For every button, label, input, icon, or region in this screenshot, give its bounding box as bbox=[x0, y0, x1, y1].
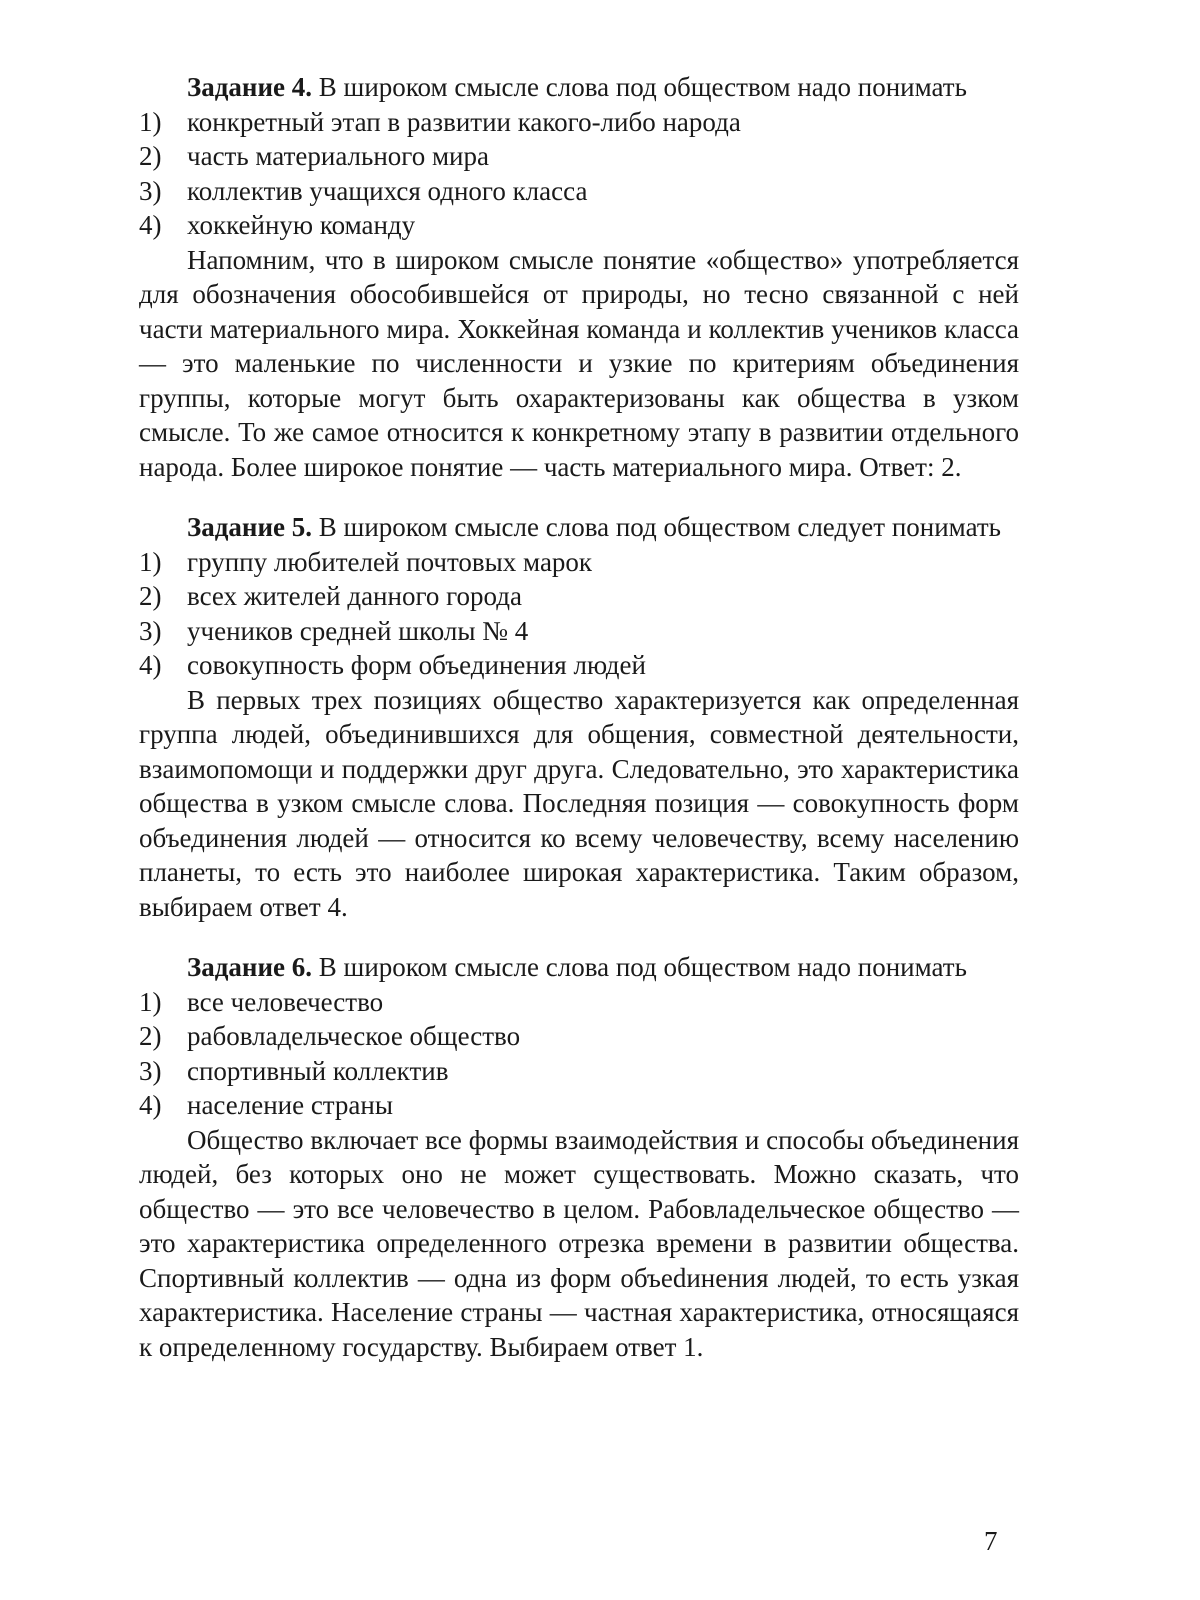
option-text: совокупность форм объединения людей bbox=[187, 650, 646, 680]
answer-option bbox=[139, 1019, 1019, 1054]
option-text: всех жителей данного города bbox=[187, 581, 522, 611]
answer-option bbox=[139, 1088, 1019, 1123]
answer-option bbox=[139, 614, 1019, 649]
option-number: 3) bbox=[139, 615, 162, 646]
option-text: спортивный коллектив bbox=[187, 1055, 449, 1086]
option-text: учеников средней школы № 4 bbox=[187, 615, 529, 646]
option-number: 1) bbox=[139, 106, 162, 137]
answer-option bbox=[139, 985, 1019, 1020]
task-question bbox=[139, 70, 1019, 105]
task-explanation: Общество включает все формы взаимодействия и способы объединения людей, без которых оно не может существовать. Можно сказать, что общество — это все человечество в целом. Рабовладельческое общество — это характеристика определенного отрезка времени в развитии общества. Спортивный коллектив — одна из форм объеdинения людей, то есть узкая характеристика. Население страны — частная характеристика, относящаяся к определенному государству. Выбираем ответ 1. bbox=[139, 1124, 1019, 1362]
answer-option bbox=[139, 139, 1019, 174]
page-number: 7 bbox=[984, 1526, 998, 1556]
option-number: 3) bbox=[139, 175, 162, 206]
answer-option bbox=[139, 545, 1019, 580]
task-question-text: В широком смысле слова под обществом следует понимать bbox=[312, 512, 1001, 542]
option-text: коллектив учащихся одного класса bbox=[187, 175, 588, 206]
task-5 bbox=[139, 510, 1019, 924]
answer-options bbox=[139, 105, 1019, 243]
option-number: 1) bbox=[139, 986, 162, 1017]
option-number: 2) bbox=[139, 581, 162, 611]
option-number: 4) bbox=[139, 210, 162, 240]
answer-options bbox=[139, 985, 1019, 1123]
task-explanation: В первых трех позициях общество характеризуется как определенная группа людей, объединившихся для общения, совместной деятельности, взаимопомощи и поддержки друг друга. Следовательно, это характеристика общества в узком смысле слова. Последняя позиция — совокупность форм объединения людей — относится ко всему человечеству, всему населению планеты, то есть это наиболее широкая характеристика. Таким образом, выбираем ответ 4. bbox=[139, 684, 1019, 922]
task-4 bbox=[139, 70, 1019, 484]
option-text: хоккейную команду bbox=[187, 210, 416, 240]
option-number: 1) bbox=[139, 546, 162, 577]
option-text: все человечество bbox=[187, 986, 384, 1017]
option-text: рабовладельческое общество bbox=[187, 1021, 521, 1051]
task-explanation: Напомним, что в широком смысле понятие «общество» употребляется для обозначения обособившейся от природы, но тесно связанной с ней части материального мира. Хоккейная команда и коллектив учеников класса — это маленькие по численности и узкие по критериям объединения группы, которые могут быть охарактеризованы как общества в узком смысле. То же самое относится к конкретному этапу в развитии отдельного народа. Более широкое понятие — часть материального мира. Ответ: 2. bbox=[139, 244, 1019, 482]
option-text: группу любителей почтовых марок bbox=[187, 546, 593, 577]
answer-option bbox=[139, 105, 1019, 140]
answer-option bbox=[139, 1054, 1019, 1089]
task-label: Задание 5. bbox=[187, 512, 313, 542]
option-number: 2) bbox=[139, 141, 162, 171]
option-text: конкретный этап в развитии какого-либо народа bbox=[187, 106, 741, 137]
answer-option bbox=[139, 648, 1019, 683]
task-label: Задание 6. bbox=[187, 952, 313, 982]
answer-option bbox=[139, 579, 1019, 614]
option-number: 3) bbox=[139, 1055, 162, 1086]
task-6 bbox=[139, 950, 1019, 1364]
option-text: часть материального мира bbox=[187, 141, 489, 171]
option-text: население страны bbox=[187, 1090, 394, 1120]
option-number: 4) bbox=[139, 1090, 162, 1120]
option-number: 2) bbox=[139, 1021, 162, 1051]
task-label: Задание 4. bbox=[187, 72, 313, 102]
answer-options bbox=[139, 545, 1019, 683]
answer-option bbox=[139, 174, 1019, 209]
answer-option bbox=[139, 208, 1019, 243]
task-question-text: В широком смысле слова под обществом надо понимать bbox=[312, 72, 967, 102]
page-content bbox=[139, 70, 1019, 1364]
option-number: 4) bbox=[139, 650, 162, 680]
task-question-text: В широком смысле слова под обществом надо понимать bbox=[312, 952, 967, 982]
task-question bbox=[139, 950, 1019, 985]
task-question bbox=[139, 510, 1019, 545]
